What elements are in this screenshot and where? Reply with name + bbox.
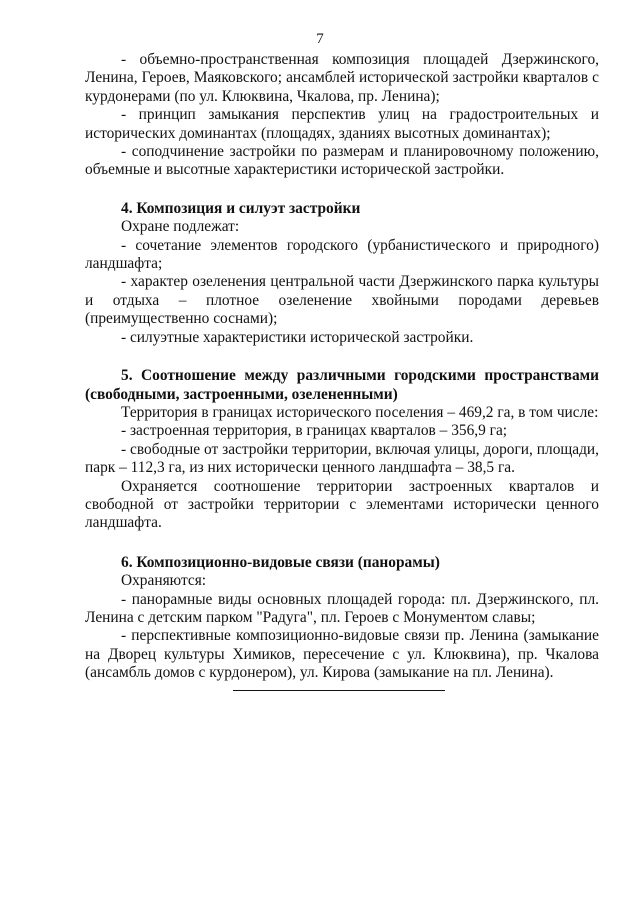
intro-item-2: - принцип замыкания перспектив улиц на градостроительных и исторических доминантах (площадях, зданиях высотных доминантах);	[85, 106, 599, 142]
section-6-heading: 6. Композиционно-видовые связи (панорамы)	[121, 553, 440, 571]
section-4-item-1: - сочетание элементов городского (урбанистического и природного) ландшафта;	[85, 236, 599, 273]
section-6-item-2: - перспективные композиционно-видовые связи пр. Ленина (замыкание на Дворец культуры Химиков, пересечение с ул. Клюквина), пр. Чкалова (ансамбль домов с курдонером), ул. Кирова (замыкание на пл. Ленина).	[85, 627, 599, 682]
section-6-intro: Охраняются:	[121, 572, 207, 590]
section-6-item-1: - панорамные виды основных площадей города: пл. Дзержинского, пл. Ленина с детским парком "Радуга", пл. Героев с Монументом славы;	[85, 590, 599, 626]
section-5-intro: Территория в границах исторического поселения – 469,2 га, в том числе:	[121, 403, 599, 421]
section-4-intro: Охране подлежат:	[121, 218, 240, 236]
intro-item-3: - соподчинение застройки по размерам и планировочному положению, объемные и высотные характеристики исторической застройки.	[85, 143, 599, 179]
section-5-note: Охраняется соотношение территории застроенных кварталов и свободной от застройки территории с элементами исторически ценного ландшафта.	[85, 477, 599, 532]
document-body	[85, 51, 599, 683]
section-4-item-2: - характер озеленения центральной части Дзержинского парка культуры и отдыха – плотное озеленение хвойными породами деревьев (преимущественно соснами);	[85, 273, 599, 328]
section-4-heading: 4. Композиция и силуэт застройки	[121, 199, 361, 217]
intro-item-1: - объемно-пространственная композиция площадей Дзержинского, Ленина, Героев, Маяковского; ансамблей исторической застройки кварталов с курдонерами (по ул. Клюквина, Чкалова, пр. Ленина);	[85, 51, 599, 105]
section-5-heading: 5. Соотношение между различными городскими пространствами (свободными, застроенными, озелененными)	[85, 367, 599, 403]
page-number: 7	[316, 31, 324, 47]
end-divider	[233, 690, 445, 691]
section-4-item-3: - силуэтные характеристики исторической застройки.	[121, 328, 474, 346]
section-5-item-2: - свободные от застройки территории, включая улицы, дороги, площади, парк – 112,3 га, из них исторически ценного ландшафта – 38,5 га.	[85, 440, 599, 477]
section-5-item-1: - застроенная территория, в границах кварталов – 356,9 га;	[121, 422, 508, 440]
